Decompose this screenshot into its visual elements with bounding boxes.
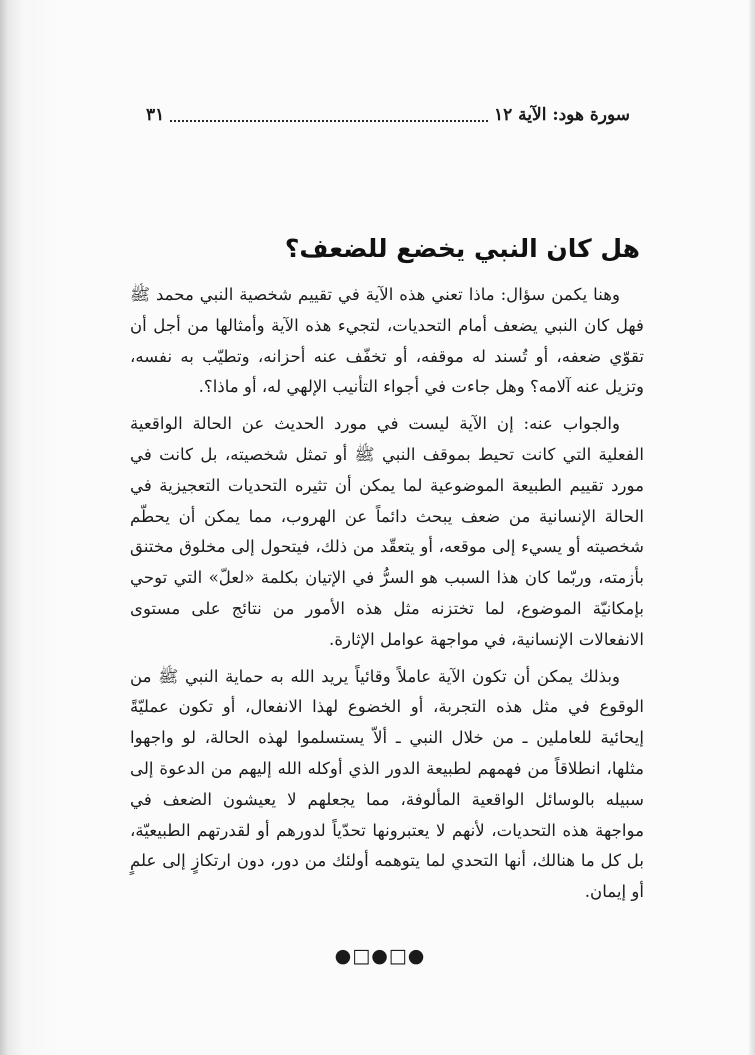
paragraph-answer: والجواب عنه: إن الآية ليست في مورد الحديث عن الحالة الواقعية الفعلية التي كانت تحيط بموقف النبي ﷺ أو تمثل شخصيته، بل كانت في مورد تقييم الطبيعة الموضوعية لما يمكن أن تثيره التحديات التعجيزية في الحالة الإنسانية من ضعف يبحث دائماً عن الهروب، مما يمكن أن يحطّم شخصيته أو يسيء إلى موقعه، أو يتعقّد من ذلك، فيتحول إلى مخلوق مختنق بأزمته، وربّما كان هذا السبب هو السرُّ في الإتيان بكلمة «لعلّ» التي توحي بإمكانيّة الموضوع، لما تختزنه مثل هذه الأمور من نتائج على مستوى الانفعالات الإنسانية، في مواجهة عوامل الإثارة. (130, 414, 644, 649)
header-title: سورة هود: الآية ١٢ (493, 105, 630, 125)
paragraph-question: وهنا يكمن سؤال: ماذا تعني هذه الآية في تقييم شخصية النبي محمد ﷺ فهل كان النبي يضعف أمام التحديات، لتجيء هذه الآية وأمثالها من أجل أن تقوّي ضعفه، أو تُسند له موقفه، أو تخفّف عنه أحزانه، وتطيّب به نفسه، وتزيل عنه آلامه؟ وهل جاءت في أجواء التأنيب الإلهي له، أو ماذا؟. (130, 285, 644, 397)
section-heading: هل كان النبي يخضع للضعف؟ (284, 234, 640, 263)
paragraph-conclusion: وبذلك يمكن أن تكون الآية عاملاً وقائياً يريد الله به حماية النبي ﷺ من الوقوع في مثل هذه التجربة، أو الخضوع لهذا الانفعال، أو تكون عمليّةً إيحائية للعاملين ـ من خلال النبي ـ ألاّ يستسلموا لهذه الحالة، لو واجهوا مثلها، انطلاقاً من فهمهم لطبيعة الدور الذي أوكله الله إليهم من الدعوة إلى سبيله بالوسائل الواقعية المألوفة، مما يجعلهم لا يعيشون الضعف في مواجهة هذه التحديات، لأنهم لا يعتبرونها تحدّياً لدورهم أو لقدرتهم الطبيعيّة، بل كل ما هنالك، أنها التحدي لما يتوهمه أولئك من دور، دون ارتكازٍ إلى علمٍ أو إيمان. (130, 666, 644, 902)
section-end-ornament: ●□●□● (334, 945, 426, 967)
page-edge-shadow (749, 0, 755, 1055)
running-header (146, 100, 630, 130)
header-dot-leader (170, 108, 488, 122)
page-number: ٣١ (146, 105, 165, 125)
body-text (130, 280, 644, 914)
